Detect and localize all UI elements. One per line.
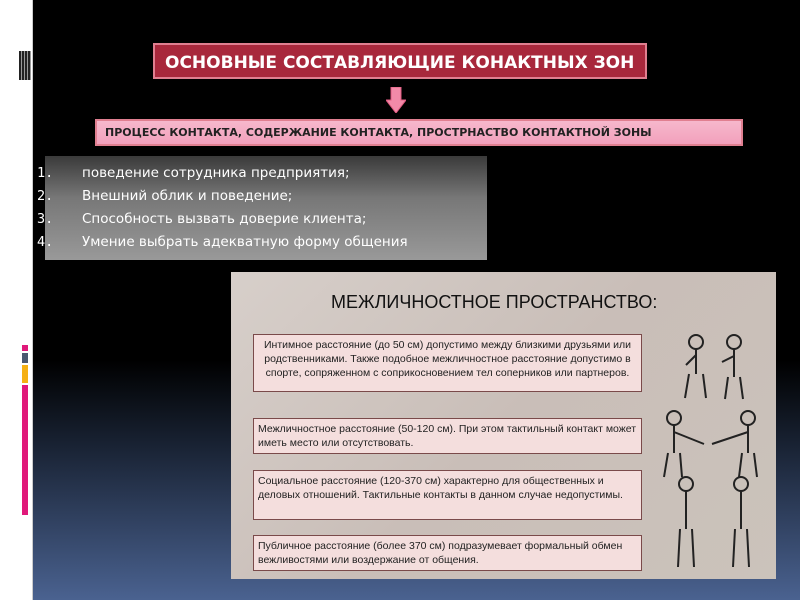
barcode-icon <box>19 51 31 80</box>
list-item <box>37 185 487 208</box>
list-item <box>37 162 487 185</box>
color-bar <box>22 385 28 515</box>
slide-thumbnail-strip <box>0 0 33 600</box>
list-number: 1. <box>37 165 54 181</box>
image-title: МЕЖЛИЧНОСТНОЕ ПРОСТРАНСТВО: <box>331 292 658 312</box>
list-item <box>37 231 487 254</box>
distance-box: Интимное расстояние (до 50 см) допустимо между близкими друзьями или родственниками. Также подобное межличностное расстояние допустимо в спорте, сопряженном с соприкосновением тел соперников или партнеров. <box>253 334 642 392</box>
numbered-list <box>37 156 487 260</box>
list-number: 4. <box>37 234 54 250</box>
distance-box: Социальное расстояние (120-370 см) характерно для общественных и деловых отношений. Тактильные контакты в данном случае недопустимы. <box>253 470 642 520</box>
process-banner: ПРОЦЕСС КОНТАКТА, СОДЕРЖАНИЕ КОНТАКТА, ПРОСТРНАСТВО КОНТАКТНОЙ ЗОНЫ <box>95 119 743 146</box>
list-number: 2. <box>37 188 54 204</box>
distance-box: Публичное расстояние (более 370 см) подразумевает формальный обмен вежливостями или воздержание от общения. <box>253 535 642 571</box>
list-text: Внешний облик и поведение; <box>82 188 293 204</box>
list-item <box>37 208 487 231</box>
interpersonal-space-image <box>231 272 776 579</box>
list-number: 3. <box>37 211 54 227</box>
list-text: Способность вызвать доверие клиента; <box>82 211 367 227</box>
social-distance-illustration <box>656 472 766 572</box>
color-bar <box>22 345 28 351</box>
color-bar <box>22 353 28 363</box>
list-text: Умение выбрать адекватную форму общения <box>82 234 408 250</box>
handshake-illustration <box>656 408 766 478</box>
arrow-down-icon <box>386 87 406 113</box>
slide <box>33 0 800 600</box>
slide-title: ОСНОВНЫЕ СОСТАВЛЯЮЩИЕ КОНАКТНЫХ ЗОН <box>153 43 647 79</box>
list-text: поведение сотрудника предприятия; <box>82 165 350 181</box>
distance-box: Межличностное расстояние (50-120 см). При этом тактильный контакт может иметь место или отсутствовать. <box>253 418 642 454</box>
people-intimate-illustration <box>656 330 766 400</box>
color-bar <box>22 365 28 383</box>
